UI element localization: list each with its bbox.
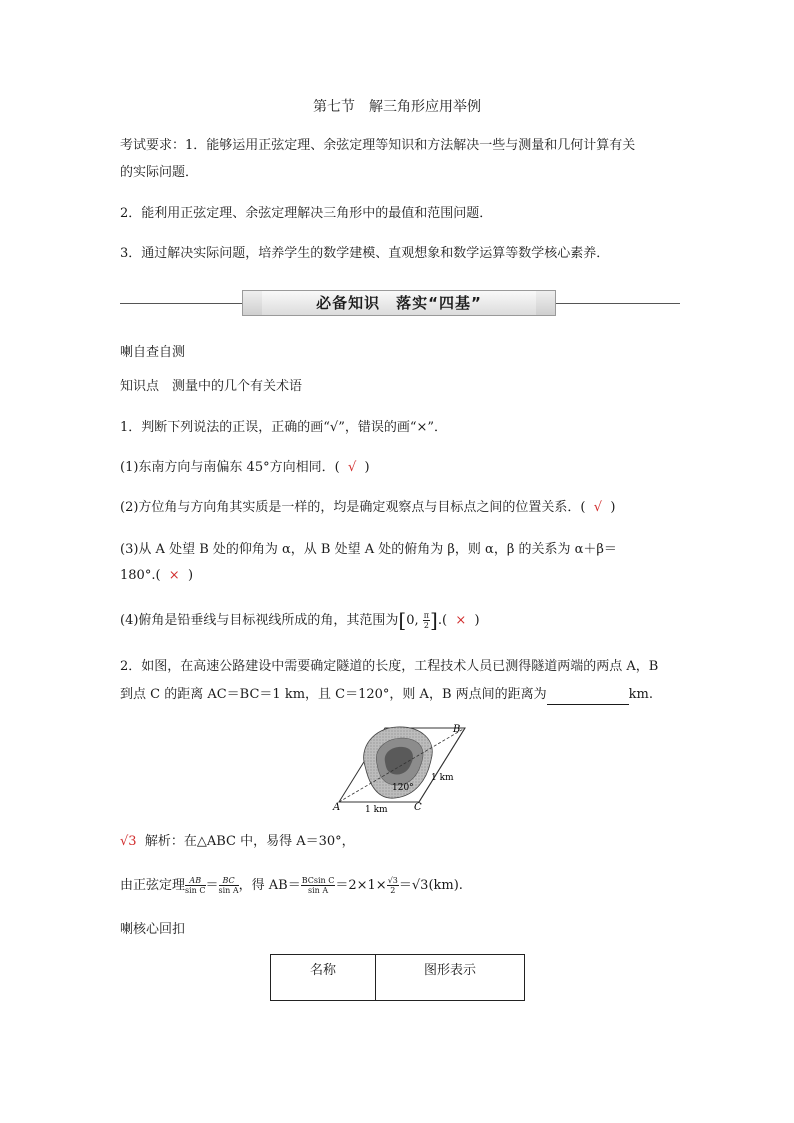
statement-4: (4)俯角是铅垂线与目标视线所成的角，其范围为[0, $\frac{\pi}{2}$ ].( × ): [120, 608, 480, 632]
section-title: 第七节 解三角形应用举例: [313, 99, 481, 115]
knowledge-point-heading: 知识点 测量中的几个有关术语: [120, 379, 303, 394]
requirement-label: 考试要求：: [120, 138, 186, 153]
requirement-item-1-line-2: 的实际问题．: [120, 165, 199, 180]
angle-label: 120°: [392, 783, 414, 793]
fraction-BC-sinA: $\frac{BC}{\text{sin A}}$: [218, 876, 239, 895]
table-header-name: 名称: [271, 955, 376, 1001]
requirement-item-3: 3．通过解决实际问题，培养学生的数学建模、直观想象和数学运算等数学核心素养．: [120, 246, 610, 261]
label-B: B: [453, 724, 461, 735]
statement-3-line-1: (3)从 A 处望 B 处的仰角为 α，从 B 处望 A 处的俯角为 β，则 α，β 的关系为 α＋β＝: [120, 542, 617, 557]
fraction-root3-over-2: $\frac{√3}{2}$: [387, 876, 398, 895]
fraction-AB-sinC: $\frac{AB}{\text{sin C}}$: [185, 876, 206, 895]
statement-3-line-2: 180°.( × ): [120, 568, 194, 583]
section-banner: 必备知识 落实“四基”: [262, 291, 536, 315]
table-header-figure: 图形表示: [376, 955, 525, 1001]
answer-value: √3: [120, 834, 137, 849]
side-BC-label: 1 km: [431, 773, 454, 783]
answer-mark-1: √: [347, 460, 357, 475]
table-header-row: [271, 955, 525, 1001]
answer-mark-3: ×: [168, 568, 180, 583]
terms-table: [270, 954, 525, 1001]
right-bracket: ]: [430, 608, 438, 632]
banner-left-rule: [120, 303, 242, 304]
pi-over-two: $\frac{\pi}{2}$: [423, 611, 430, 630]
question-2-line-1: 2．如图，在高速公路建设中需要确定隧道的长度，工程技术人员已测得隧道两端的两点 A，B: [120, 659, 659, 674]
label-A: A: [333, 802, 341, 813]
solution-line-2: 由正弦定理 $\frac{AB}{\text{sin C}}$ ＝ $\frac{BC}{\text{sin A}}$ ，得 AB＝ $\frac{\text{BCsin C}}{\text{sin A}}$ ＝2×1× $\frac{√3}{2}$ ＝√3(km).: [120, 876, 463, 895]
requirement-item-2: 2．能利用正弦定理、余弦定理解决三角形中的最值和范围问题．: [120, 206, 493, 221]
answer-blank: [547, 690, 629, 705]
core-review-heading: 喇核心回扣: [120, 922, 186, 937]
fraction-BCsinC-sinA: $\frac{\text{BCsin C}}{\text{sin A}}$: [301, 876, 335, 895]
statement-2: (2)方位角与方向角其实质是一样的，均是确定观察点与目标点之间的位置关系．( √ ): [120, 500, 616, 515]
banner-right-rule: [556, 303, 680, 304]
statement-1: (1)东南方向与南偏东 45°方向相同．( √ ): [120, 460, 370, 475]
answer-mark-2: √: [593, 500, 603, 515]
left-bracket: [: [398, 608, 407, 632]
side-AC-label: 1 km: [365, 805, 388, 815]
solution-line-1: √3 解析：在△ABC 中，易得 A＝30°，: [120, 834, 355, 849]
self-check-heading: 喇自查自测: [120, 345, 186, 360]
requirement-item-1-line-1: 考试要求：1．能够运用正弦定理、余弦定理等知识和方法解决一些与测量和几何计算有关: [120, 138, 636, 153]
answer-mark-4: ×: [455, 613, 467, 628]
question-2-line-2: 到点 C 的距离 AC＝BC＝1 km，且 C＝120°，则 A，B 两点间的距离为 km.: [120, 685, 653, 705]
question-1-stem: 1．判断下列说法的正误，正确的画“√”，错误的画“×”．: [120, 420, 448, 435]
tunnel-figure: [325, 718, 475, 818]
label-C: C: [414, 802, 422, 813]
